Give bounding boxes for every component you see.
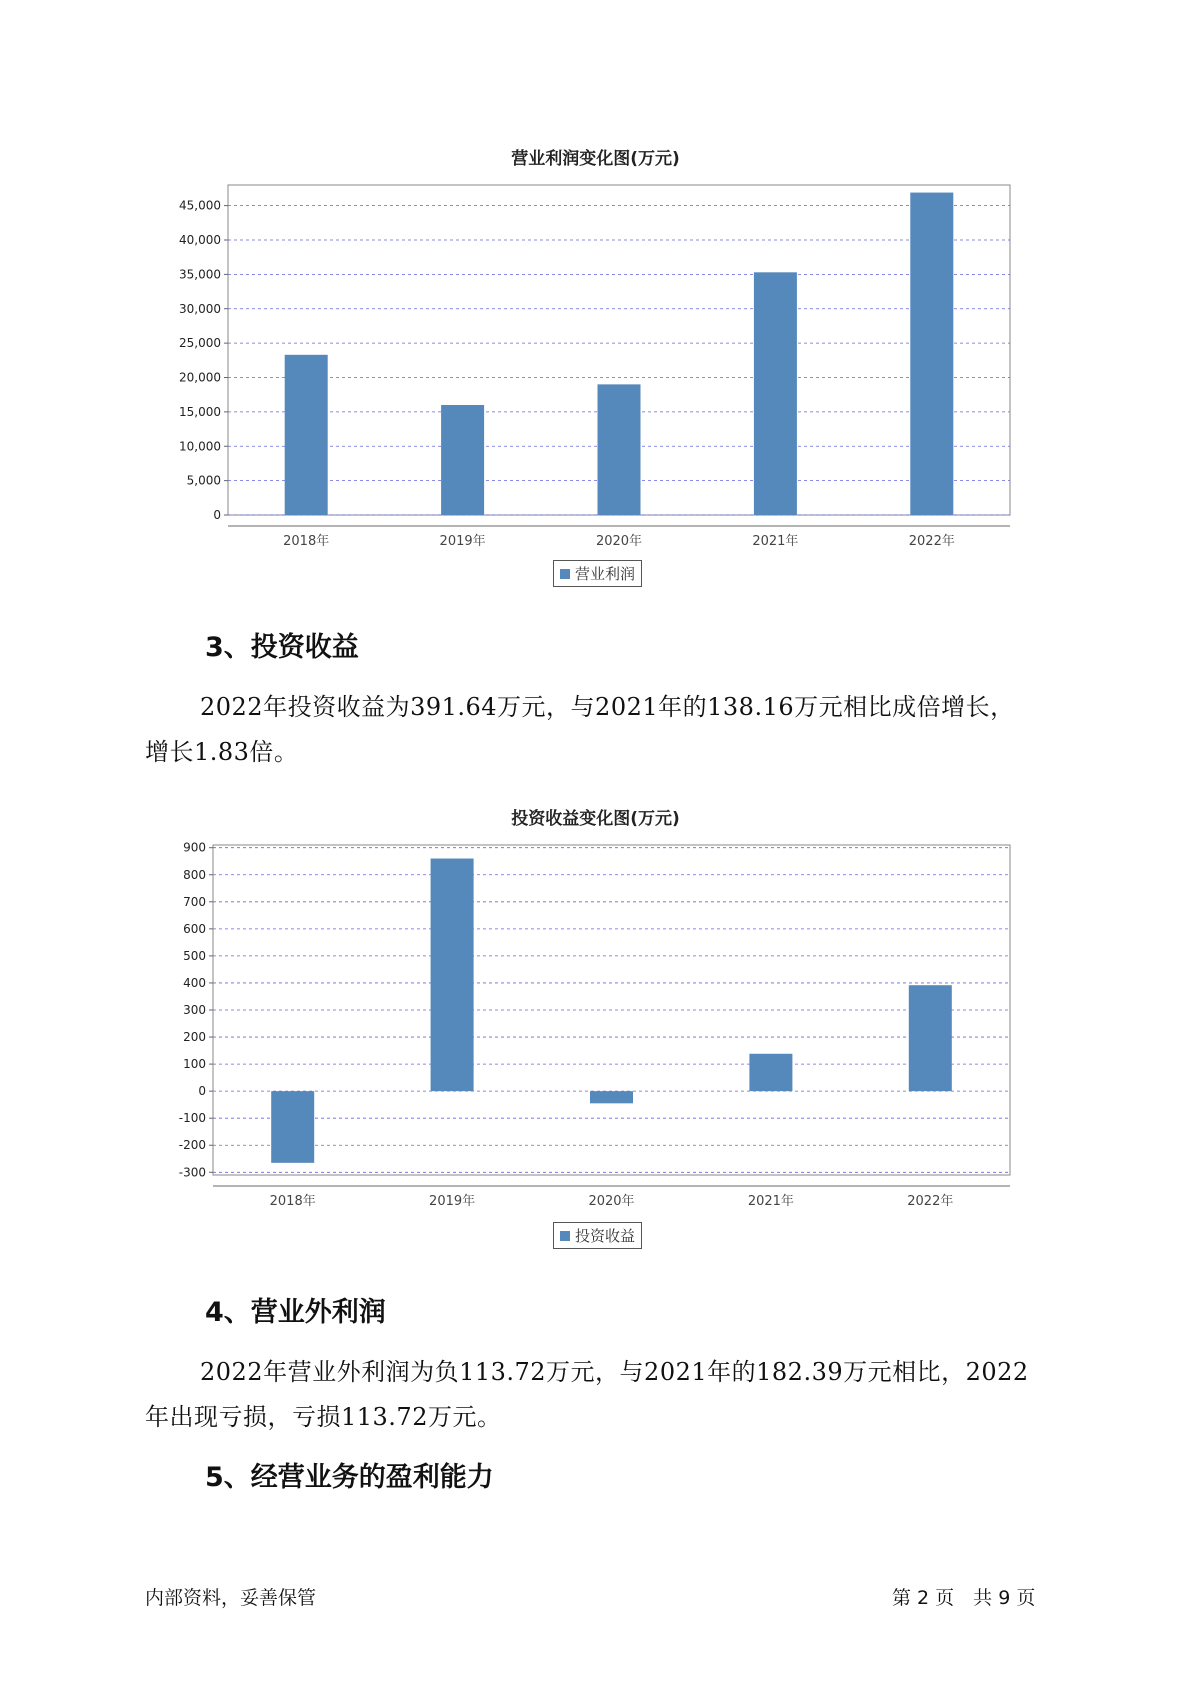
y-tick-label: 500 (183, 948, 206, 963)
y-tick-label: 25,000 (179, 336, 221, 351)
chart-1-legend-label: 营业利润 (575, 565, 636, 583)
x-tick-label: 2022年 (907, 1194, 954, 1209)
bar (431, 859, 474, 1092)
section-3-line-1: 2022年投资收益为391.64万元，与2021年的138.16万元相比成倍增长， (200, 693, 1015, 721)
bar (749, 1054, 792, 1091)
y-tick-label: 15,000 (179, 404, 221, 419)
x-tick-label: 2021年 (752, 534, 799, 549)
section-3-paragraph (145, 685, 1075, 775)
operating-profit-chart (0, 170, 1191, 549)
chart-1-title: 营业利润变化图(万元) (511, 149, 680, 169)
section-4-paragraph (145, 1350, 1075, 1440)
investment-income-chart (0, 835, 1191, 1209)
y-tick-label: 600 (183, 921, 206, 936)
section-5-heading: 5、经营业务的盈利能力 (205, 1462, 494, 1493)
x-tick-label: 2019年 (439, 534, 486, 549)
bar (909, 985, 952, 1091)
x-tick-label: 2018年 (283, 534, 330, 549)
bar (754, 272, 797, 515)
y-tick-label: 800 (183, 867, 206, 882)
y-tick-label: 40,000 (179, 233, 221, 247)
chart-2-title: 投资收益变化图(万元) (511, 809, 680, 829)
bar (285, 355, 328, 515)
y-tick-label: 30,000 (179, 301, 221, 316)
bar (271, 1091, 314, 1163)
x-tick-label: 2020年 (588, 1194, 635, 1209)
chart-2-legend (553, 1222, 642, 1249)
section-3-line-2: 增长1.83倍。 (145, 738, 299, 766)
y-tick-label: 700 (183, 894, 206, 909)
y-tick-label: 900 (183, 840, 206, 855)
chart-2-legend-label: 投资收益 (575, 1227, 636, 1245)
y-tick-label: 400 (183, 975, 206, 990)
y-tick-label: 200 (183, 1030, 206, 1045)
y-tick-label: 45,000 (179, 198, 221, 213)
bar (590, 1091, 633, 1103)
y-tick-label: 300 (183, 1003, 206, 1017)
x-tick-label: 2019年 (429, 1194, 476, 1209)
page-number: 第 2 页 共 9 页 (892, 1587, 1036, 1609)
x-tick-label: 2022年 (908, 534, 955, 549)
y-tick-label: 10,000 (179, 439, 221, 454)
bar (598, 384, 641, 515)
y-tick-label: 20,000 (179, 370, 221, 385)
y-tick-label: 100 (183, 1057, 206, 1072)
legend-swatch (560, 569, 570, 579)
section-4-line-2: 年出现亏损，亏损113.72万元。 (145, 1403, 502, 1431)
y-tick-label: 35,000 (179, 267, 221, 282)
x-tick-label: 2018年 (269, 1194, 316, 1209)
section-4-heading: 4、营业外利润 (205, 1297, 386, 1328)
x-tick-label: 2021年 (747, 1194, 794, 1209)
y-tick-label: -300 (178, 1165, 206, 1180)
y-tick-label: 0 (198, 1084, 206, 1099)
section-4-line-1: 2022年营业外利润为负113.72万元，与2021年的182.39万元相比，2022 (200, 1358, 1029, 1386)
x-tick-label: 2020年 (595, 534, 643, 549)
section-3-heading: 3、投资收益 (205, 632, 359, 663)
bar (441, 405, 484, 515)
y-tick-label: -100 (178, 1111, 206, 1126)
y-tick-label: -200 (178, 1138, 206, 1153)
y-tick-label: 5,000 (186, 473, 221, 488)
legend-swatch (560, 1231, 570, 1241)
y-tick-label: 0 (213, 508, 221, 522)
chart-1-legend (553, 560, 642, 587)
footer-left: 内部资料，妥善保管 (145, 1587, 317, 1609)
bar (910, 193, 953, 515)
